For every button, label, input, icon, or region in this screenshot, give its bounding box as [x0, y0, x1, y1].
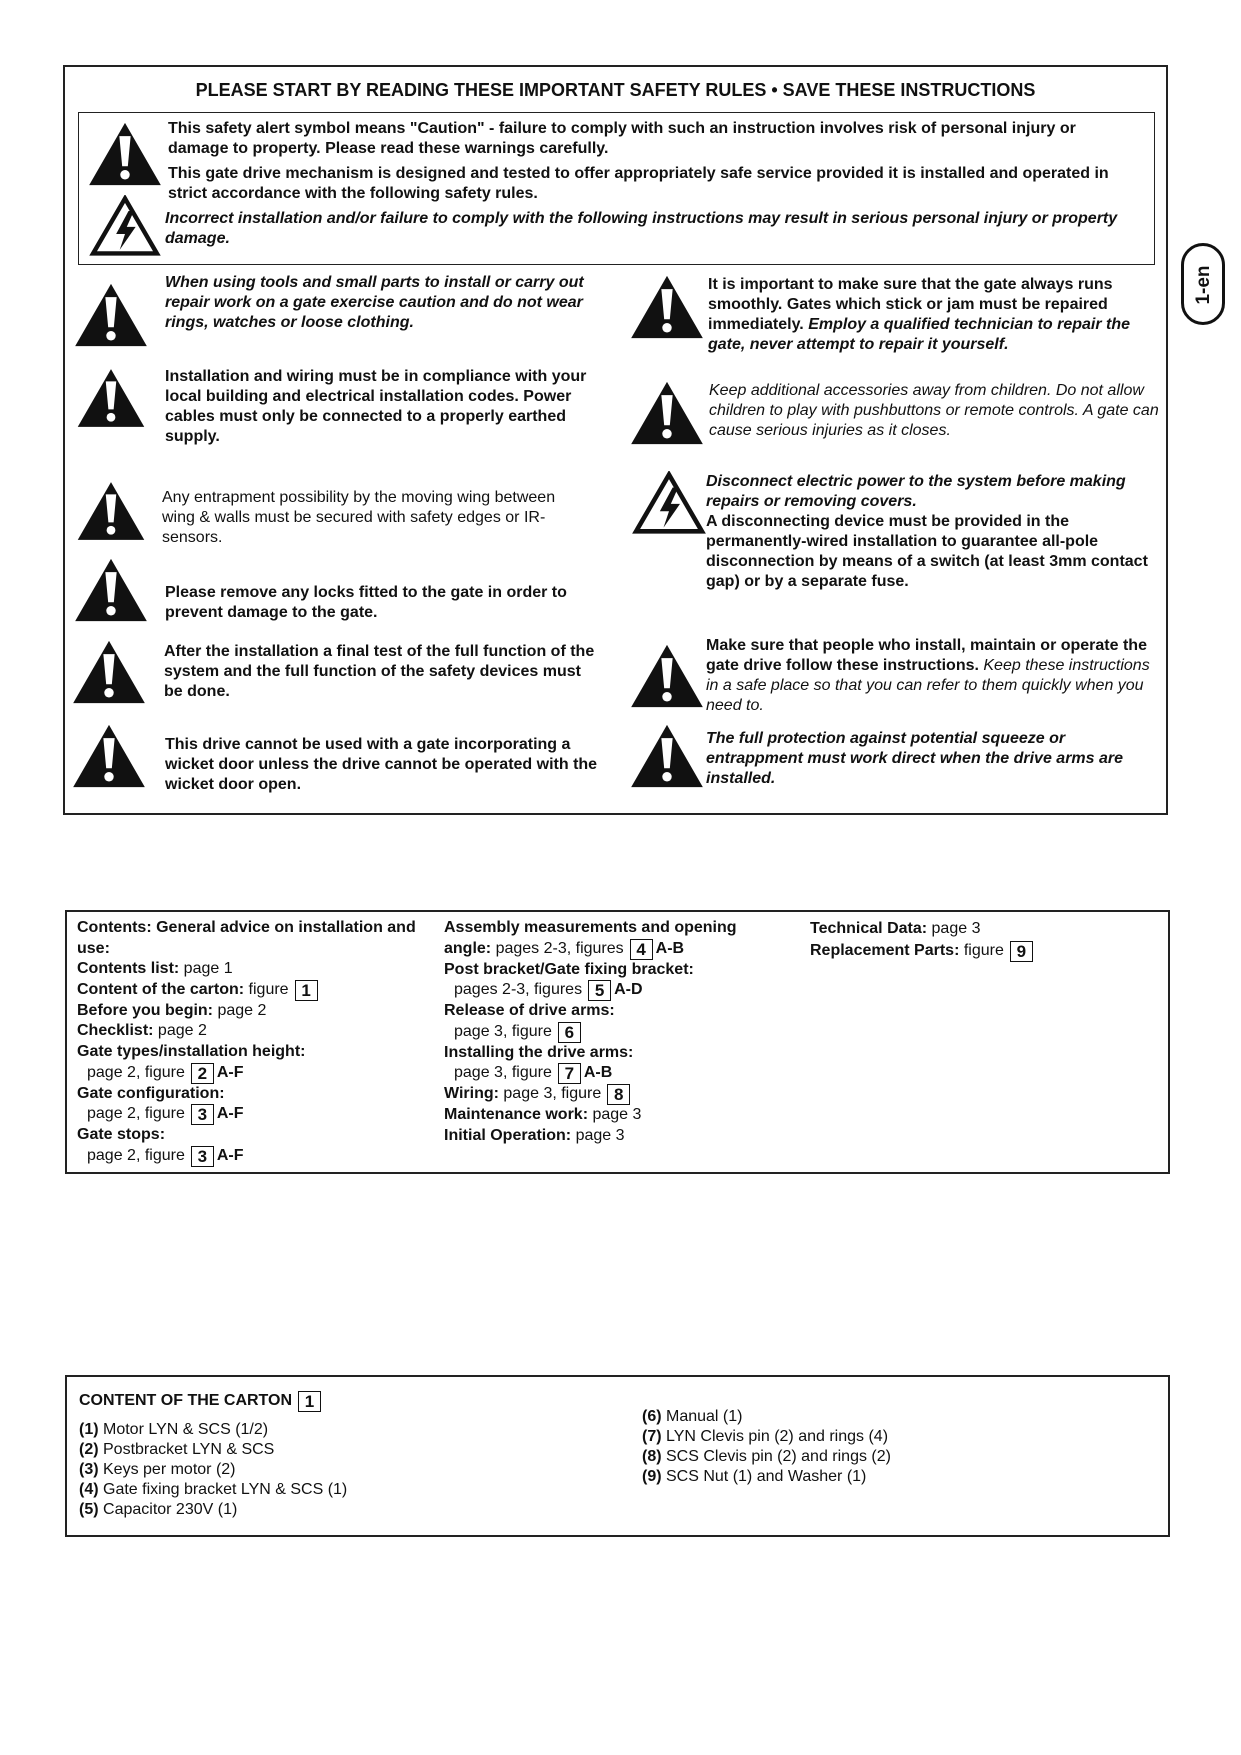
disconnect-power-text: Disconnect electric power to the system before making repairs or removing covers. — [706, 473, 1126, 510]
figure-ref: 5 — [588, 980, 611, 1001]
caution-triangle-icon — [629, 723, 705, 789]
figure-ref: 3 — [191, 1146, 214, 1167]
intro-design-text: This gate drive mechanism is designed and tested to offer appropriately safe service provided it is installed and operated in strict accordance with the following safety rules. — [168, 165, 1109, 202]
figure-ref: 9 — [1010, 941, 1033, 962]
follow-instructions-bold: Make sure that people who install, maintain or operate the gate drive follow these instructions. — [706, 637, 1147, 674]
warning-protection-text: The full protection against potential squeeze or entrappment must work direct when the drive arms are installed. — [706, 730, 1124, 787]
warning-wicket-door-text: This drive cannot be used with a gate incorporating a wicket door unless the drive cannot be operated with the wicket door open. — [165, 736, 598, 793]
list-item: (3) Keys per motor (2) — [79, 1461, 236, 1478]
list-item: (4) Gate fixing bracket LYN & SCS (1) — [79, 1481, 348, 1498]
warning-children-text: Keep additional accessories away from children. Do not allow children to play with pushbuttons or remote controls. A gate can cause serious injuries as it closes. — [709, 382, 1159, 439]
contents-column-2: Assembly measurements and opening angle: pages 2-3, figures 4 A-B Post bracket/Gate fixing bracket: pages 2-3, figures 5 A-D Release of drive arms: page 3, figure 6 Installing the drive arms: page 3, figure 7 A-B Wiring: page 3, figure 8 Maintenance work: page 3 Initial Operation: page 3 — [444, 919, 737, 1144]
caution-triangle-icon — [71, 639, 147, 705]
figure-ref: 1 — [295, 980, 318, 1001]
warning-entrapment-text: Any entrapment possibility by the moving wing between wing & walls must be secured with safety edges or IR-sensors. — [162, 489, 556, 546]
carton-title: CONTENT OF THE CARTON 1 — [79, 1391, 324, 1412]
figure-ref: 1 — [298, 1391, 321, 1412]
caution-triangle-icon — [629, 380, 705, 446]
caution-triangle-icon — [71, 723, 147, 789]
caution-triangle-icon — [73, 282, 149, 348]
warning-final-test-text: After the installation a final test of the full function of the system and the full function of the safety devices must be done. — [164, 643, 595, 700]
safety-header: PLEASE START BY READING THESE IMPORTANT SAFETY RULES • SAVE THESE INSTRUCTIONS — [195, 80, 1036, 100]
carton-box — [65, 1375, 1170, 1537]
warning-follow-instructions-text — [706, 636, 1161, 716]
warning-tools-text: When using tools and small parts to install or carry out repair work on a gate exercise caution and do not wear rings, watches or loose clothing. — [165, 274, 584, 331]
contents-column-1: Contents: General advice on installation and use: Contents list: page 1 Content of the carton: figure 1 Before you begin: page 2 Checklist: page 2 Gate types/installation height: page 2, figure 2 A-F Gate configuration: page 2, figure 3 A-F Gate stops: page 2, figure 3 A-F — [77, 918, 437, 1167]
carton-list-left — [79, 1420, 579, 1520]
warning-smooth-run-text — [708, 275, 1148, 355]
figure-ref: 6 — [558, 1022, 581, 1043]
electrical-hazard-icon — [87, 195, 163, 257]
list-item: (2) Postbracket LYN & SCS — [79, 1441, 275, 1458]
safety-rules-box — [63, 65, 1168, 815]
warning-disconnect-text — [706, 472, 1161, 592]
contents-box — [65, 910, 1170, 1174]
figure-ref: 2 — [191, 1063, 214, 1084]
list-item: (8) SCS Clevis pin (2) and rings (2) — [642, 1448, 891, 1465]
caution-triangle-icon — [629, 274, 705, 340]
smooth-run-bold: It is important to make sure that the gate always runs smoothly. Gates which stick or jam must be repaired immediately. — [708, 276, 1113, 333]
caution-triangle-icon — [87, 121, 163, 187]
caution-triangle-icon — [629, 643, 705, 709]
smooth-run-italic: Employ a qualified technician to repair the gate, never attempt to repair it yourself. — [708, 316, 1131, 353]
carton-list-right — [642, 1407, 1142, 1487]
intro-caution-text: This safety alert symbol means "Caution" - failure to comply with such an instruction involves risk of personal injury or damage to property. Please read these warnings carefully. — [168, 120, 1076, 157]
list-item: (5) Capacitor 230V (1) — [79, 1501, 238, 1518]
figure-ref: 4 — [630, 939, 653, 960]
list-item: (6) Manual (1) — [642, 1408, 743, 1425]
list-item: (9) SCS Nut (1) and Washer (1) — [642, 1468, 867, 1485]
intro-warning-text: Incorrect installation and/or failure to comply with the following instructions may result in serious personal injury or property damage. — [165, 210, 1118, 247]
intro-box — [78, 112, 1155, 265]
language-tab — [1181, 243, 1225, 325]
caution-triangle-icon — [76, 480, 146, 542]
caution-triangle-icon — [73, 557, 149, 623]
list-item: (1) Motor LYN & SCS (1/2) — [79, 1421, 269, 1438]
language-tab-label: 1-en — [1193, 265, 1214, 305]
electrical-hazard-icon — [631, 471, 707, 535]
warning-wiring-text: Installation and wiring must be in compliance with your local building and electrical installation codes. Power cables must only be connected to a properly earthed supply. — [165, 368, 587, 445]
disconnect-device-text: A disconnecting device must be provided in the permanently-wired installation to guarantee all-pole disconnection by means of a switch (at least 3mm contact gap) or by a separate fuse. — [706, 513, 1148, 590]
contents-column-3: Technical Data: page 3 Replacement Parts: figure 9 — [810, 918, 1150, 962]
general-advice-label: Contents: General advice on installation and use: — [77, 919, 416, 957]
figure-ref: 8 — [607, 1084, 630, 1105]
caution-triangle-icon — [76, 367, 146, 429]
warning-locks-text: Please remove any locks fitted to the gate in order to prevent damage to the gate. — [165, 584, 567, 621]
list-item: (7) LYN Clevis pin (2) and rings (4) — [642, 1428, 889, 1445]
figure-ref: 7 — [558, 1063, 581, 1084]
figure-ref: 3 — [191, 1104, 214, 1125]
follow-instructions-italic: Keep these instructions in a safe place so that you can refer to them quickly when you need to. — [706, 657, 1150, 714]
